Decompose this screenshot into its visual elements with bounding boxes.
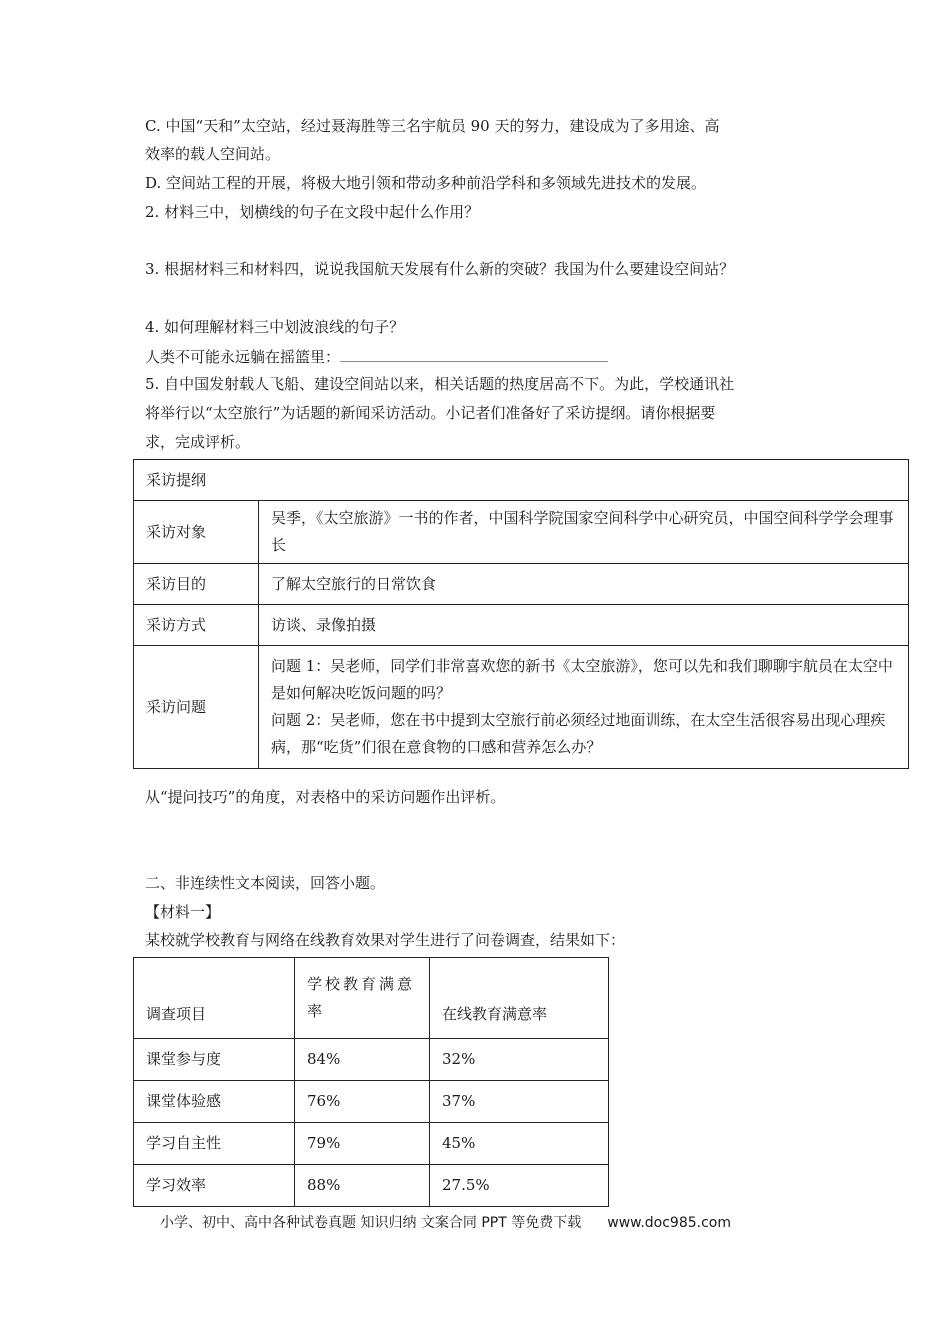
table-cell: 32% bbox=[430, 1039, 609, 1081]
option-c-line-2: 效率的载人空间站。 bbox=[145, 145, 281, 163]
row-label: 采访方式 bbox=[134, 605, 259, 646]
table-row bbox=[134, 1081, 609, 1123]
table-header-row bbox=[134, 958, 609, 1039]
question-5-line-1: 5. 自中国发射载人飞船、建设空间站以来，相关话题的热度居高不下。为此，学校通讯社 bbox=[145, 375, 735, 393]
row-label: 采访问题 bbox=[134, 646, 259, 769]
question-5-line-3: 求，完成评析。 bbox=[145, 433, 251, 451]
table-cell: 45% bbox=[430, 1123, 609, 1165]
table-cell: 学习自主性 bbox=[134, 1123, 295, 1165]
option-c-line-1: C. 中国“天和”太空站，经过聂海胜等三名宇航员 90 天的努力，建设成为了多用途、高 bbox=[145, 117, 720, 135]
answer-blank[interactable] bbox=[340, 345, 608, 362]
interview-question-1: 问题 1：吴老师，同学们非常喜欢您的新书《太空旅游》，您可以先和我们聊聊宇航员在太空中是如何解决吃饭问题的吗？ bbox=[271, 657, 893, 702]
row-value: 了解太空旅行的日常饮食 bbox=[259, 564, 909, 605]
footer-url-link[interactable]: www.doc985.com bbox=[607, 1215, 731, 1231]
header-cell: 调查项目 bbox=[134, 958, 295, 1039]
footer-text: 小学、初中、高中各种试卷真题 知识归纳 文案合同 PPT 等免费下载 bbox=[160, 1215, 582, 1231]
survey-intro: 某校就学校教育与网络在线教育效果对学生进行了问卷调查，结果如下： bbox=[145, 931, 626, 949]
table-cell: 79% bbox=[295, 1123, 430, 1165]
table-cell: 76% bbox=[295, 1081, 430, 1123]
table-row bbox=[134, 1123, 609, 1165]
question-4-fill-label: 人类不可能永远躺在摇篮里： bbox=[145, 348, 341, 366]
question-4-fill-line bbox=[145, 345, 835, 368]
interview-outline-title: 采访提纲 bbox=[134, 460, 909, 501]
header-cell: 学校教育满意率 bbox=[295, 958, 430, 1039]
table-row bbox=[134, 501, 909, 564]
table-row bbox=[134, 1165, 609, 1207]
table-cell: 84% bbox=[295, 1039, 430, 1081]
row-label: 采访对象 bbox=[134, 501, 259, 564]
material-1-label: 【材料一】 bbox=[145, 903, 221, 921]
row-label: 采访目的 bbox=[134, 564, 259, 605]
table-cell: 课堂参与度 bbox=[134, 1039, 295, 1081]
table-row bbox=[134, 605, 909, 646]
footer bbox=[160, 1212, 850, 1232]
table-cell: 课堂体验感 bbox=[134, 1081, 295, 1123]
table-row bbox=[134, 1039, 609, 1081]
option-d: D. 空间站工程的开展，将极大地引领和带动多种前沿学科和多领域先进技术的发展。 bbox=[145, 174, 707, 192]
table-row bbox=[134, 646, 909, 769]
question-4: 4. 如何理解材料三中划波浪线的句子？ bbox=[145, 318, 405, 336]
question-5-instruction: 从“提问技巧”的角度，对表格中的采访问题作出评析。 bbox=[145, 788, 506, 806]
survey-table bbox=[133, 957, 609, 1207]
table-cell: 学习效率 bbox=[134, 1165, 295, 1207]
table-cell: 37% bbox=[430, 1081, 609, 1123]
question-2: 2. 材料三中，划横线的句子在文段中起什么作用？ bbox=[145, 203, 480, 221]
section-2-heading: 二、非连续性文本阅读，回答小题。 bbox=[145, 874, 386, 892]
row-value: 吴季，《太空旅游》一书的作者，中国科学院国家空间科学中心研究员，中国空间科学学会理事长 bbox=[259, 501, 909, 564]
interview-questions-cell bbox=[259, 646, 909, 769]
table-row bbox=[134, 460, 909, 501]
question-5-line-2: 将举行以“太空旅行”为话题的新闻采访活动。小记者们准备好了采访提纲。请你根据要 bbox=[145, 404, 716, 422]
table-cell: 88% bbox=[295, 1165, 430, 1207]
row-value: 访谈、录像拍摄 bbox=[259, 605, 909, 646]
table-cell: 27.5% bbox=[430, 1165, 609, 1207]
interview-question-2: 问题 2：吴老师，您在书中提到太空旅行前必须经过地面训练，在太空生活很容易出现心理疾病，那“吃货”们很在意食物的口感和营养怎么办？ bbox=[271, 711, 886, 756]
header-cell: 在线教育满意率 bbox=[430, 958, 609, 1039]
question-3: 3. 根据材料三和材料四，说说我国航天发展有什么新的突破？我国为什么要建设空间站？ bbox=[145, 260, 735, 278]
table-row bbox=[134, 564, 909, 605]
interview-outline-table bbox=[133, 459, 909, 769]
